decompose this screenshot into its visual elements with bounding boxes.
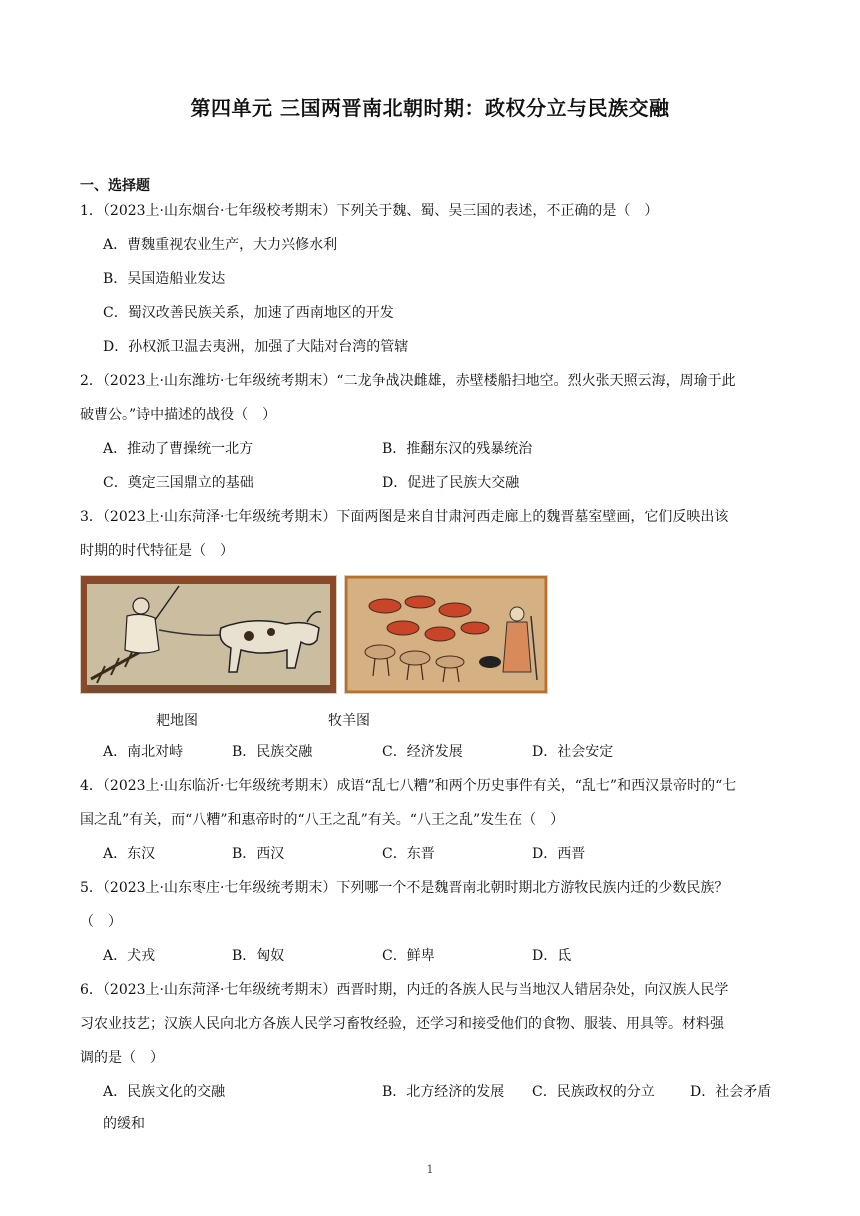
- question-3-option-b: B．民族交融: [232, 744, 313, 760]
- question-6-option-d: D．社会矛盾: [690, 1084, 772, 1100]
- question-2-option-a: A．推动了曹操统一北方: [103, 441, 254, 457]
- question-1-option-c: C．蜀汉改善民族关系，加速了西南地区的开发: [103, 305, 394, 321]
- harrowing-mural-caption: 耙地图: [156, 713, 198, 729]
- question-6-option-d-continuation: 的缓和: [103, 1116, 145, 1132]
- question-2-stem-line2: 破曹公。”诗中描述的战役（ ）: [80, 407, 277, 423]
- question-2-option-b: B．推翻东汉的残暴统治: [382, 441, 533, 457]
- question-3-stem-line1: 3．（2023上·山东菏泽·七年级统考期末）下面两图是来自甘肃河西走廊上的魏晋墓室壁画，它们反映出该: [80, 509, 729, 525]
- question-6-stem-line1: 6．（2023上·山东菏泽·七年级统考期末）西晋时期，内迁的各族人民与当地汉人错居杂处，向汉族人民学: [80, 982, 729, 998]
- question-6-option-c: C．民族政权的分立: [532, 1084, 655, 1100]
- question-6-stem-line2: 习农业技艺；汉族人民向北方各族人民学习畜牧经验，还学习和接受他们的食物、服装、用具等。材料强: [80, 1016, 724, 1032]
- question-2-option-d: D．促进了民族大交融: [382, 475, 520, 491]
- question-6-stem-line3: 调的是（ ）: [80, 1050, 164, 1066]
- question-6-option-b: B．北方经济的发展: [382, 1084, 505, 1100]
- question-3-stem-line2: 时期的时代特征是（ ）: [80, 543, 234, 559]
- question-5-stem-line2: （ ）: [80, 914, 122, 930]
- question-3-option-d: D．社会安定: [532, 744, 614, 760]
- question-6-option-a: A．民族文化的交融: [103, 1084, 226, 1100]
- herding-mural-image: [344, 575, 548, 694]
- question-4-option-a: A．东汉: [103, 846, 156, 862]
- question-2-option-c: C．奠定三国鼎立的基础: [103, 475, 254, 491]
- question-1-option-b: B．吴国造船业发达: [103, 271, 226, 287]
- question-5-option-c: C．鲜卑: [382, 948, 435, 964]
- question-1-option-a: A．曹魏重视农业生产，大力兴修水利: [103, 237, 338, 253]
- question-4-stem-line1: 4．（2023上·山东临沂·七年级统考期末）成语“乱七八糟”和两个历史事件有关，“乱七”和西汉景帝时的“七: [80, 778, 737, 794]
- question-4-option-b: B．西汉: [232, 846, 285, 862]
- page-number: 1: [426, 1163, 434, 1176]
- question-4-stem-line2: 国之乱”有关，而“八糟”和惠帝时的“八王之乱”有关。“八王之乱”发生在（ ）: [80, 812, 565, 828]
- question-3-option-c: C．经济发展: [382, 744, 463, 760]
- herding-mural-caption: 牧羊图: [328, 713, 370, 729]
- question-5-option-d: D．氐: [532, 948, 572, 964]
- question-1-stem: 1．（2023上·山东烟台·七年级校考期末）下列关于魏、蜀、吴三国的表述，不正确的是（ ）: [80, 203, 659, 219]
- question-4-option-d: D．西晋: [532, 846, 586, 862]
- section-heading: 一、选择题: [80, 178, 150, 194]
- question-2-stem-line1: 2．（2023上·山东潍坊·七年级统考期末）“二龙争战决雌雄，赤壁楼船扫地空。烈火张天照云海，周瑜于此: [80, 373, 736, 389]
- question-5-option-b: B．匈奴: [232, 948, 285, 964]
- question-4-option-c: C．东晋: [382, 846, 435, 862]
- harrowing-mural-image: [80, 575, 337, 694]
- question-1-option-d: D．孙权派卫温去夷洲，加强了大陆对台湾的管辖: [103, 339, 409, 355]
- question-5-stem-line1: 5．（2023上·山东枣庄·七年级统考期末）下列哪一个不是魏晋南北朝时期北方游牧民族内迁的少数民族？: [80, 880, 729, 896]
- question-3-option-a: A．南北对峙: [103, 744, 184, 760]
- question-5-option-a: A．犬戎: [103, 948, 156, 964]
- page-title: 第四单元 三国两晋南北朝时期：政权分立与民族交融: [190, 96, 670, 120]
